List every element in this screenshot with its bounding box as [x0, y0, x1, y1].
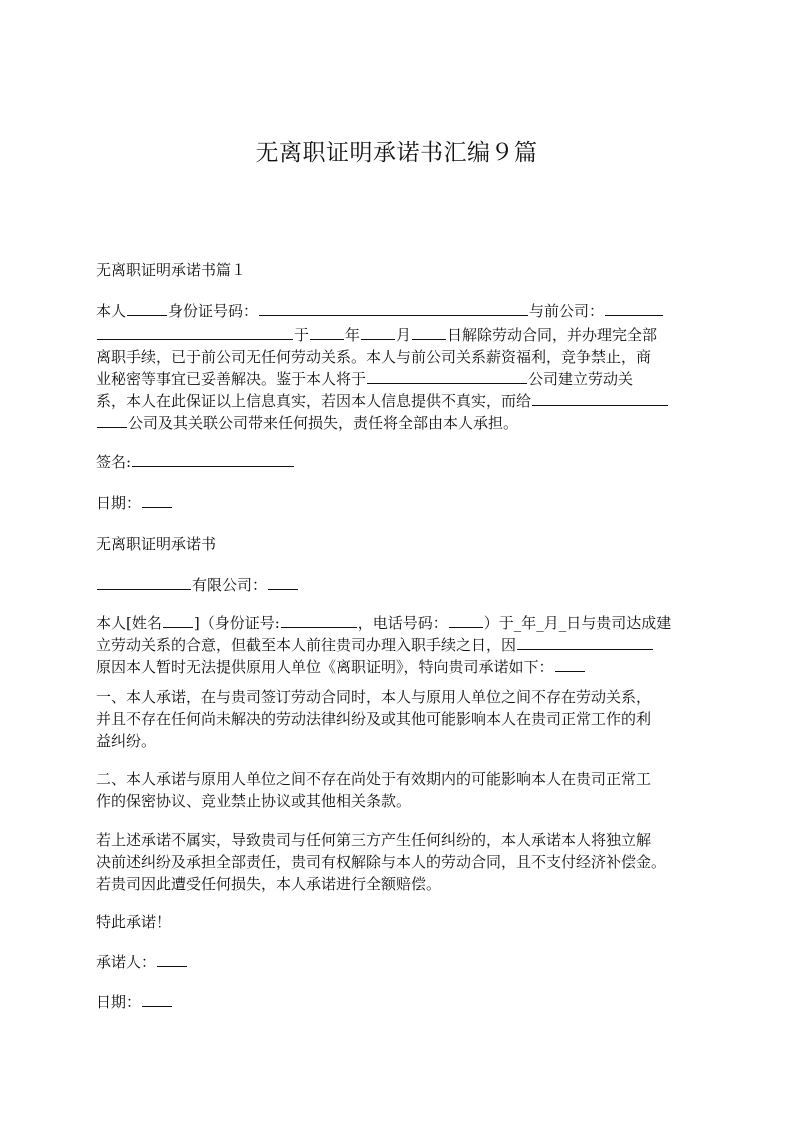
- promisor-line: 承诺人：: [96, 951, 700, 973]
- person-id-blank: [281, 612, 357, 628]
- section2-para4-line-1: 若上述承诺不属实，导致贵司与任何第三方产生任何纠纷的，本人承诺本人将独立解: [96, 831, 652, 849]
- section1-date-blank: [142, 492, 172, 508]
- liability-company-blank: [532, 390, 668, 406]
- section2-para2-line-2: 并且不存在任何尚未解决的劳动法律纠纷及或其他可能影响本人在贵司正常工作的利: [96, 710, 652, 728]
- section2-date-blank: [142, 991, 172, 1007]
- section2-para3-line-2: 作的保密协议、竞业禁止协议或其他相关条款。: [96, 792, 412, 810]
- section2-para1-line-1: 本人[姓名 ]（身份证号: ，电话号码： ）于_年_月_日与贵司达成建: [96, 614, 672, 632]
- reason-blank: [517, 634, 653, 650]
- section1-para-line-3: 离职手续，已于前公司无任何劳动关系。本人与前公司关系薪资福利，竞争禁止，商: [96, 348, 652, 366]
- section2-para4-line-3: 若贵司因此遭受任何损失，本人承诺进行全额赔偿。: [96, 875, 442, 893]
- section1-para-line-6: 公司及其关联公司带来任何损失，责任将全部由本人承担。: [96, 412, 700, 434]
- liability-company-blank-cont: [97, 412, 127, 428]
- section2-para2-line-1: 一、本人承诺，在与贵司签订劳动合同时，本人与原用人单位之间不存在劳动关系，: [96, 688, 652, 706]
- closing-text: 特此承诺！: [96, 913, 172, 931]
- new-company-blank: [367, 368, 527, 384]
- promisor-blank: [157, 951, 187, 967]
- section2-para4-line-2: 决前述纠纷及承担全部责任，贵司有权解除与本人的劳动合同，且不支付经济补偿金。: [96, 853, 667, 871]
- section1-para-line-4: 业秘密等事宜已妥善解决。鉴于本人将于 公司建立劳动关: [96, 370, 634, 388]
- former-company-blank: [605, 300, 663, 316]
- month-blank: [361, 324, 395, 340]
- section2-para3-line-1: 二、本人承诺与原用人单位之间不存在尚处于有效期内的可能影响本人在贵司正常工: [96, 770, 652, 788]
- signature-blank: [132, 451, 294, 467]
- name-blank: [127, 300, 167, 316]
- section2-para2-line-3: 益纠纷。: [96, 732, 157, 750]
- company-line: 有限公司：: [96, 574, 700, 596]
- section2-heading: 无离职证明承诺书: [96, 535, 217, 553]
- company-name-blank: [97, 574, 191, 590]
- document-title: 无离职证明承诺书汇编９篇: [255, 140, 538, 166]
- year-blank: [310, 324, 344, 340]
- section2-date-line: 日期：: [96, 991, 700, 1013]
- person-name-blank: [163, 612, 193, 628]
- section1-heading: 无离职证明承诺书篇１: [96, 261, 247, 279]
- company-recipient-blank: [268, 574, 298, 590]
- section1-para-line-1: 本人 身份证号码： 与前公司：: [96, 300, 700, 322]
- id-number-blank: [259, 300, 528, 316]
- commitment-blank: [555, 656, 585, 672]
- section1-date-line: 日期：: [96, 492, 700, 514]
- day-blank: [412, 324, 446, 340]
- section2-para1-line-2: 立劳动关系的合意，但截至本人前往贵司办理入职手续之日，因: [96, 634, 700, 656]
- phone-blank: [449, 612, 483, 628]
- section1-para-line-2: 于 年 月 日解除劳动合同，并办理完全部: [96, 324, 700, 346]
- section2-para1-line-3: 原因本人暂时无法提供原用人单位《离职证明》，特向贵司承诺如下：: [96, 656, 700, 678]
- former-company-blank-cont: [97, 324, 293, 340]
- section1-para-line-5: 系，本人在此保证以上信息真实，若因本人信息提供不真实，而给: [96, 390, 700, 412]
- signature-line: 签名:: [96, 451, 700, 473]
